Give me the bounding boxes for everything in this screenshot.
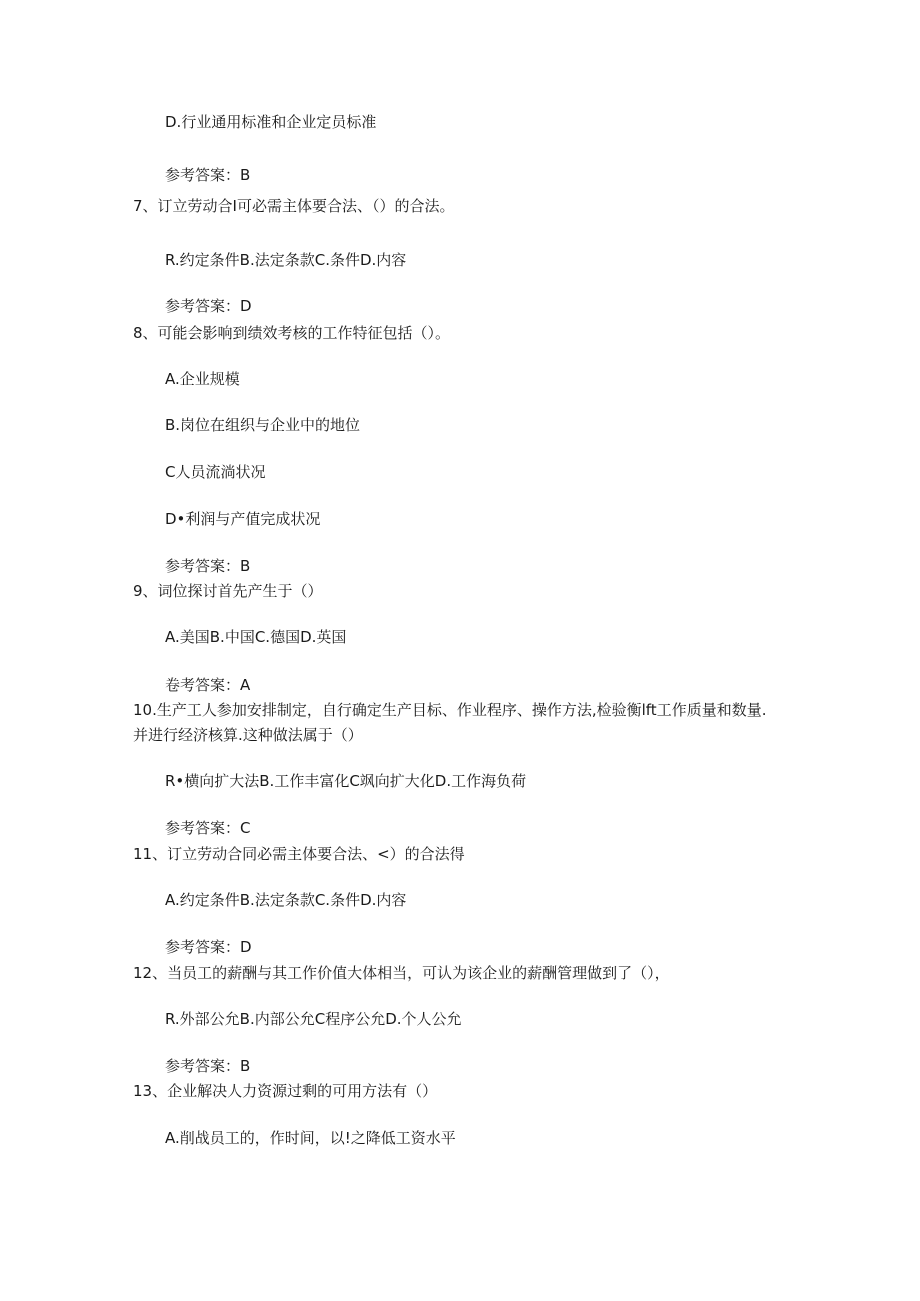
question-line: 10.生产工人参加安排制定，自行确定生产目标、作业程序、操作方法,检验衡lft工作质量和数量. <box>133 701 767 719</box>
question-line: 7、订立劳动合I可必需主体要合法、（）的合法。 <box>133 197 455 215</box>
answer-line: 参考答案：C <box>165 819 251 837</box>
answer-line: 参考答案：B <box>165 1057 251 1075</box>
option-line: A.企业规模 <box>165 370 240 388</box>
answer-line: 参考答案：D <box>165 938 252 956</box>
question-line: 13、企业解决人力资源过剩的可用方法有（） <box>133 1082 438 1100</box>
option-line: B.岗位在组织与企业中的地位 <box>165 416 361 434</box>
question-line: 11、订立劳动合同必需主体要合法、<）的合法得 <box>133 845 465 863</box>
option-line: D.行业通用标准和企业定员标准 <box>165 113 377 131</box>
question-line: 8、可能会影响到绩效考核的工作特征包括（）。 <box>133 324 451 342</box>
answer-line: 卷考答案：A <box>165 676 251 694</box>
option-line: R.约定条件B.法定条款C.条件D.内容 <box>165 251 407 269</box>
answer-line: 参考答案：D <box>165 297 252 315</box>
question-continuation-line: 并进行经济核算.这种做法属于（） <box>133 726 363 744</box>
answer-line: 参考答案：B <box>165 557 251 575</box>
option-line: A.削战员工的，作时间，以!之降低工资水平 <box>165 1129 456 1147</box>
option-line: A.约定条件B.法定条款C.条件D.内容 <box>165 891 407 909</box>
option-line: R.外部公允B.内部公允C程序公允D.个人公允 <box>165 1010 462 1028</box>
option-line: A.美国B.中国C.德国D.英国 <box>165 628 347 646</box>
question-line: 12、当员工的薪酬与其工作价值大体相当，可认为该企业的薪酬管理做到了（）， <box>133 964 670 982</box>
option-line: R•横向扩大法B.工作丰富化C飒向扩大化D.工作海负荷 <box>165 772 527 790</box>
answer-line: 参考答案：B <box>165 166 251 184</box>
option-line: D•利润与产值完成状况 <box>165 510 321 528</box>
question-line: 9、词位探讨首先产生于（） <box>133 582 323 600</box>
option-line: C人员流淌状况 <box>165 463 266 481</box>
